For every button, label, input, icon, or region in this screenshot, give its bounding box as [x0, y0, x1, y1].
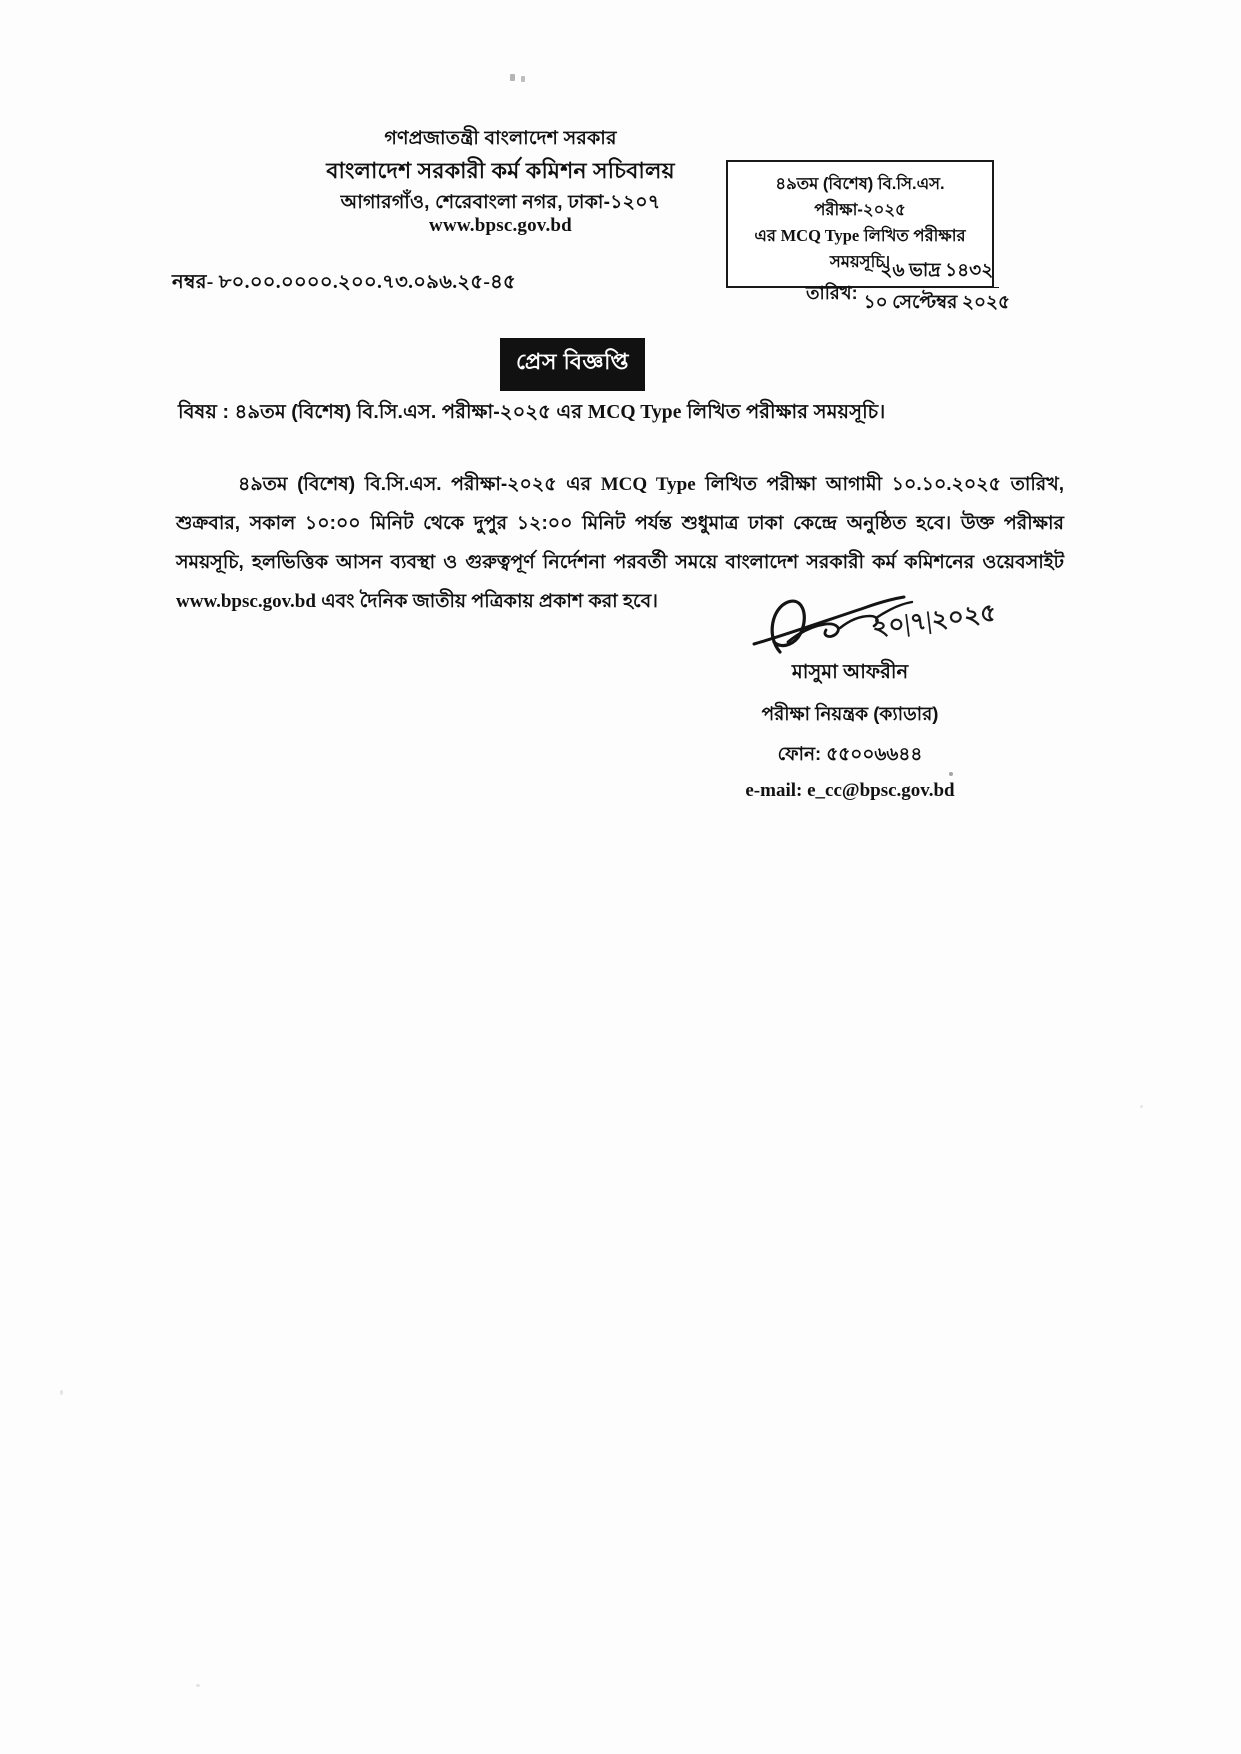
scan-artifact — [521, 76, 525, 82]
body-segment-3: এবং দৈনিক জাতীয় পত্রিকায় প্রকাশ করা হবে। — [315, 590, 658, 612]
body-website: www.bpsc.gov.bd — [176, 590, 316, 612]
subject-text-after: লিখিত পরীক্ষার সময়সূচি। — [681, 401, 886, 423]
scan-artifact — [196, 1684, 200, 1687]
contact-email — [640, 780, 1060, 802]
scan-artifact — [510, 74, 515, 81]
government-name: গণপ্রজাতন্ত্রী বাংলাদেশ সরকার — [384, 128, 617, 149]
email-value: e_cc@bpsc.gov.bd — [807, 780, 955, 801]
body-segment-1: ৪৯তম (বিশেষ) বি.সি.এস. পরীক্ষা-২০২৫ এর — [238, 474, 601, 495]
phone-label: ফোন: — [777, 743, 827, 764]
title-box-line-2-suffix: লিখিত পরীক্ষার — [859, 227, 966, 246]
press-release-badge: প্রেস বিজ্ঞপ্তি — [500, 338, 645, 391]
signatory-designation: পরীক্ষা নিয়ন্ত্রক (ক্যাডার) — [761, 703, 939, 724]
signature-block — [640, 594, 1060, 802]
scan-artifact — [1140, 1105, 1143, 1108]
body-segment-2: লিখিত পরীক্ষা আগামী ১০.১০.২০২৫ তারিখ, শুক্রবার, সকাল ১০:০০ মিনিট থেকে দুপুর ১২:০০ মিনিট পর্যন্ত শুধুমাত্র ঢাকা কেন্দ্রে অনুষ্ঠিত হবে। উক্ত পরীক্ষার সময়সূচি, হলভিত্তিক আসন ব্যবস্থা ও গুরুত্বপূর্ণ নির্দেশনা পরবর্তী সময়ে বাংলাদেশ সরকারী কর্ম কমিশনের ওয়েবসাইট — [176, 474, 1064, 573]
signature-area — [640, 594, 1060, 656]
phone-number: ৫৫০০৬৬৪৪ — [826, 743, 923, 764]
body-mcq-label: MCQ Type — [600, 474, 696, 495]
gregorian-date: ১০ সেপ্টেম্বর ২০২৫ — [863, 292, 1011, 313]
title-box-line-1: ৪৯তম (বিশেষ) বি.সি.এস. পরীক্ষা-২০২৫ — [775, 175, 945, 219]
contact-phone — [640, 740, 1060, 771]
title-box-line-3: সময়সূচি। — [829, 252, 891, 271]
title-box-line-2-prefix: এর — [754, 227, 781, 246]
office-address: আগারগাঁও, শেরেবাংলা নগর, ঢাকা-১২০৭ — [340, 192, 661, 213]
title-box-mcq-label: MCQ Type — [780, 226, 860, 246]
date-label: তারিখ: — [806, 282, 858, 303]
handwritten-date: ২০|৭|২০২৫ — [870, 599, 998, 642]
scan-artifact — [60, 1390, 63, 1395]
date-values — [864, 258, 1010, 317]
department-name: বাংলাদেশ সরকারী কর্ম কমিশন সচিবালয় — [326, 158, 675, 183]
title-box-line-2 — [736, 223, 984, 250]
subject-label: বিষয় : — [178, 401, 235, 423]
date-block — [806, 258, 1010, 317]
header-website: www.bpsc.gov.bd — [429, 215, 572, 236]
email-label: e-mail: — [745, 780, 808, 801]
memo-number: নম্বর- ৮০.০০.০০০০.২০০.৭৩.০৯৬.২৫-৪৫ — [172, 272, 517, 293]
subject-mcq-label: MCQ Type — [587, 402, 682, 423]
subject-line — [178, 398, 1071, 430]
signatory-name: মাসুমা আফরীন — [791, 661, 909, 683]
subject-text-before: ৪৯তম (বিশেষ) বি.সি.এস. পরীক্ষা-২০২৫ এর — [234, 401, 588, 423]
bangla-date: ২৬ ভাদ্র ১৪৩২ — [874, 258, 999, 288]
